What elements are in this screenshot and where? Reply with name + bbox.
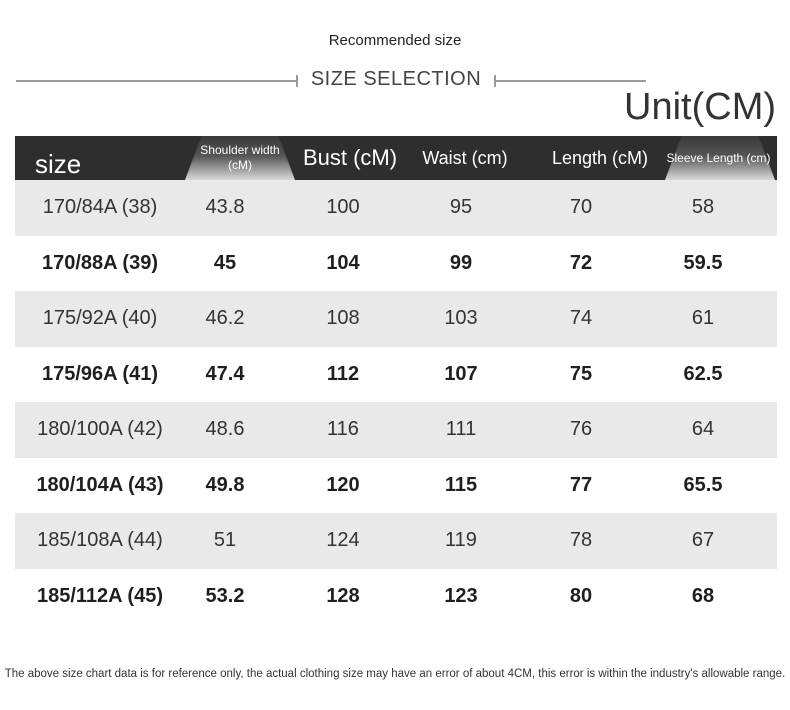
- cell-sleeve: 58: [691, 196, 715, 219]
- table-row: [15, 347, 777, 403]
- unit-label: Unit(CM): [624, 86, 776, 128]
- cell-shoulder: 53.2: [205, 584, 245, 607]
- cell-sleeve: 61: [691, 307, 715, 330]
- size-table: [15, 180, 777, 624]
- cell-waist: 107: [444, 362, 478, 385]
- cell-shoulder: 48.6: [205, 418, 245, 441]
- column-header-size: size: [35, 148, 82, 179]
- section-title-row: [16, 68, 646, 96]
- cell-waist: 99: [449, 251, 473, 274]
- cell-waist: 103: [444, 307, 478, 330]
- cell-size: 185/108A (44): [37, 529, 163, 552]
- table-row: [15, 569, 777, 625]
- column-header-length: Length (cM): [551, 147, 649, 168]
- cell-size: 175/96A (41): [42, 362, 158, 385]
- cell-length: 72: [569, 251, 593, 274]
- cell-waist: 119: [445, 529, 477, 552]
- cell-size: 185/112A (45): [36, 584, 163, 607]
- cell-waist: 123: [444, 584, 478, 607]
- cell-shoulder: 51: [213, 529, 237, 552]
- cell-bust: 116: [327, 418, 359, 441]
- column-header-shoulder: Shoulder width (cM): [200, 143, 280, 172]
- cell-length: 74: [569, 307, 593, 330]
- cell-length: 78: [569, 529, 593, 552]
- cell-sleeve: 67: [691, 529, 715, 552]
- cell-bust: 120: [326, 473, 360, 496]
- cell-sleeve: 65.5: [683, 473, 723, 496]
- cell-size: 175/92A (40): [42, 307, 158, 330]
- cell-size: 180/100A (42): [37, 418, 163, 441]
- cell-sleeve: 59.5: [683, 251, 723, 274]
- cell-shoulder: 45: [213, 251, 237, 274]
- subtitle: Recommended size: [328, 32, 462, 49]
- table-row: [15, 513, 777, 569]
- cell-waist: 95: [449, 196, 473, 219]
- table-row: [15, 291, 777, 347]
- cell-bust: 108: [326, 307, 360, 330]
- divider-left: [16, 80, 298, 82]
- cell-bust: 112: [326, 362, 360, 385]
- cell-waist: 111: [445, 418, 477, 441]
- cell-size: 170/88A (39): [42, 251, 158, 274]
- divider-right: [494, 80, 646, 82]
- cell-bust: 128: [326, 584, 360, 607]
- cell-sleeve: 68: [691, 584, 715, 607]
- section-title: SIZE SELECTION: [310, 68, 482, 90]
- cell-length: 76: [569, 418, 593, 441]
- cell-bust: 124: [326, 529, 360, 552]
- cell-length: 77: [569, 473, 593, 496]
- cell-shoulder: 47.4: [205, 362, 245, 385]
- cell-bust: 104: [326, 251, 360, 274]
- cell-waist: 115: [444, 473, 478, 496]
- cell-length: 75: [569, 362, 593, 385]
- cell-shoulder: 43.8: [205, 196, 245, 219]
- cell-size: 180/104A (43): [36, 473, 164, 496]
- cell-length: 70: [569, 196, 593, 219]
- table-row: [15, 236, 777, 292]
- column-header-bust: Bust (cM): [302, 145, 398, 170]
- cell-sleeve: 64: [691, 418, 715, 441]
- table-row: [15, 402, 777, 458]
- cell-shoulder: 49.8: [205, 473, 245, 496]
- cell-length: 80: [569, 584, 593, 607]
- cell-sleeve: 62.5: [683, 362, 723, 385]
- cell-bust: 100: [326, 196, 360, 219]
- table-header: [15, 136, 777, 180]
- cell-shoulder: 46.2: [205, 307, 245, 330]
- column-header-waist: Waist (cm): [422, 147, 508, 168]
- table-row: [15, 458, 777, 514]
- cell-size: 170/84A (38): [42, 196, 158, 219]
- disclaimer-note: The above size chart data is for reference only, the actual clothing size may have an error of about 4CM, this error is within the industry's allowable range.: [4, 668, 786, 680]
- table-row: [15, 180, 777, 236]
- column-header-sleeve: Sleeve Length (cm): [666, 151, 771, 165]
